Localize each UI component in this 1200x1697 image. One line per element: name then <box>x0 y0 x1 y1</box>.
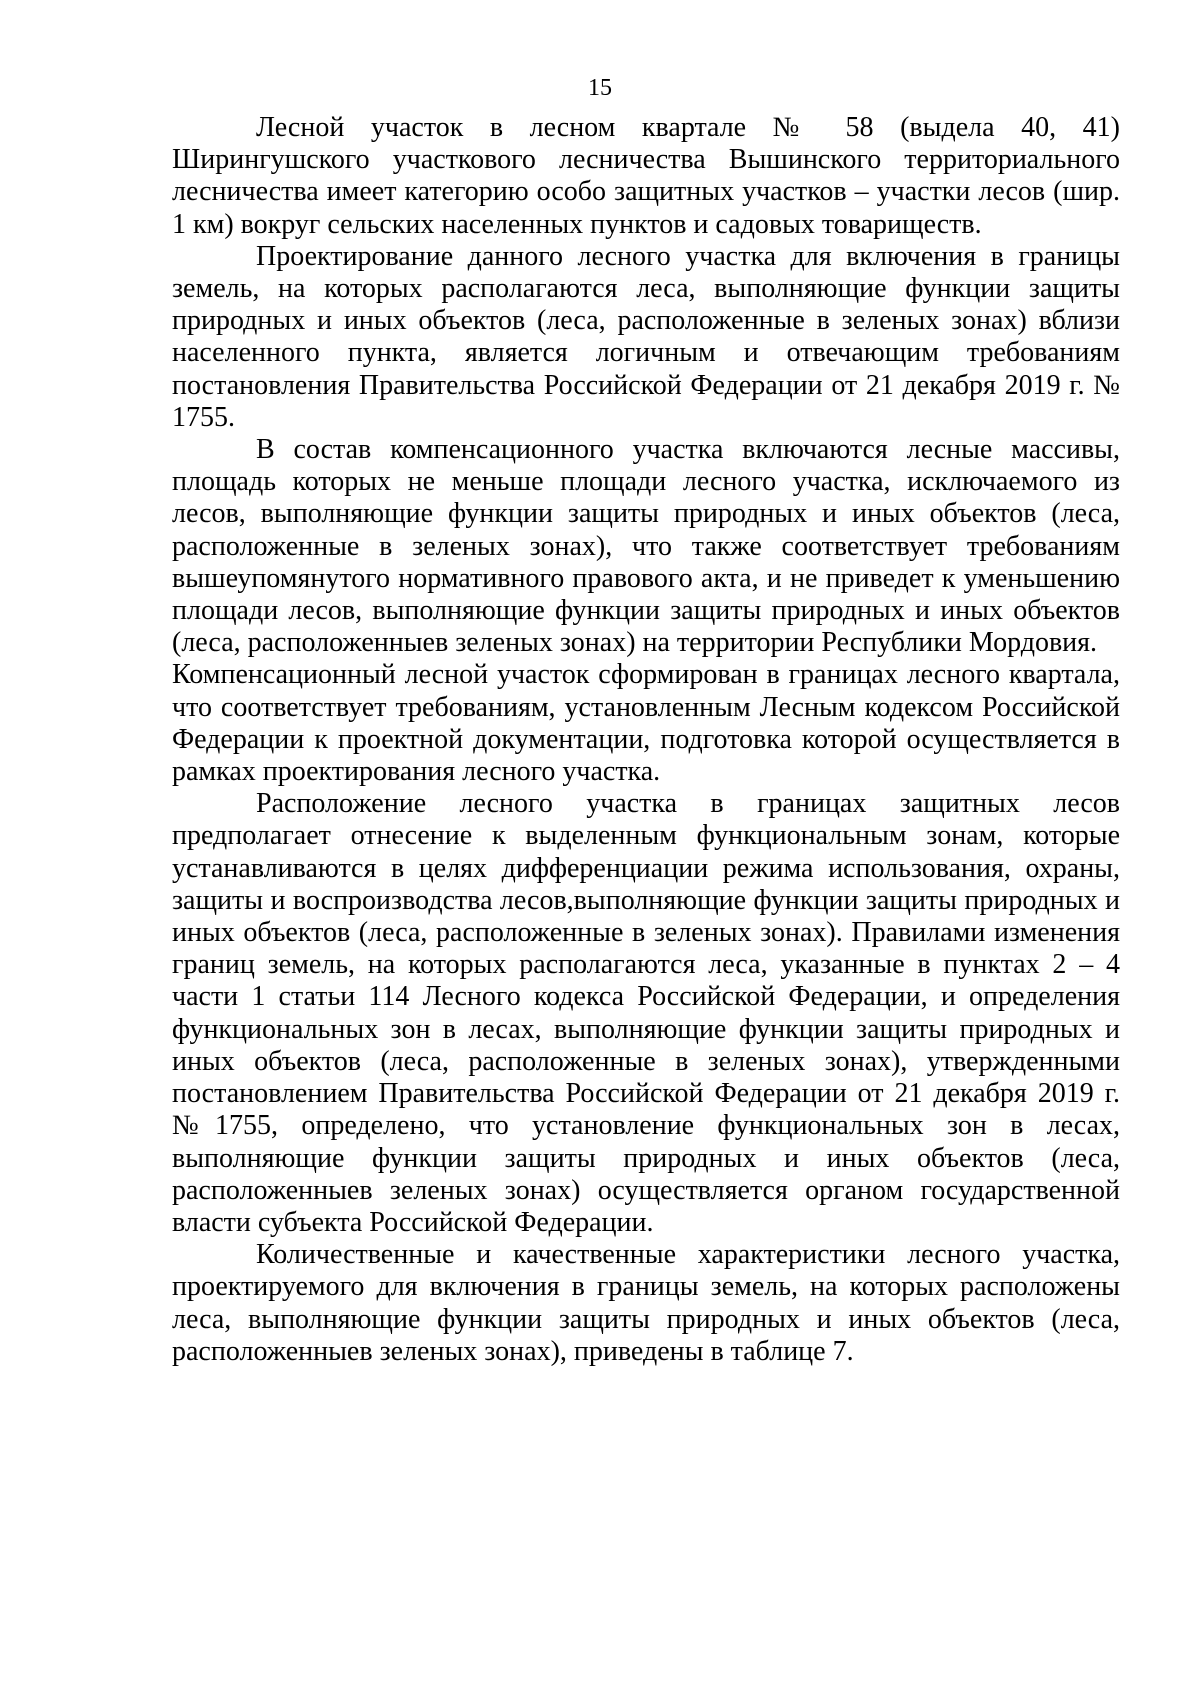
page-number: 15 <box>588 75 612 101</box>
paragraph-compensation-plot: В состав компенсационного участка включаются лесные массивы, площадь которых не меньше площади лесного участка, исключаемого из лесов, выполняющие функции защиты природных и иных объектов (леса, расположенные в зеленых зонах), что также соответствует требованиям вышеупомянутого нормативного правового акта, и не приведет к уменьшению площади лесов, выполняющие функции защиты природных и иных объектов (леса, расположенныев зеленых зонах) на территории Республики Мордовия. <box>172 434 1120 659</box>
paragraph-forest-plot-category: Лесной участок в лесном квартале № 58 (выдела 40, 41) Ширингушского участкового лесничества Вышинского территориального лесничества имеет категорию особо защитных участков – участки лесов (шир. 1 км) вокруг сельских населенных пунктов и садовых товариществ. <box>172 112 1120 240</box>
paragraph-table-reference: Количественные и качественные характеристики лесного участка, проектируемого для включения в границы земель, на которых расположены леса, выполняющие функции защиты природных и иных объектов (леса, расположенныев зеленых зонах), приведены в таблице 7. <box>172 1239 1120 1367</box>
paragraph-functional-zones: Расположение лесного участка в границах защитных лесов предполагает отнесение к выделенным функциональным зонам, которые устанавливаются в целях дифференциации режима использования, охраны, защиты и воспроизводства лесов,выполняющие функции защиты природных и иных объектов (леса, расположенные в зеленых зонах). Правилами изменения границ земель, на которых располагаются леса, указанные в пунктах 2 – 4 части 1 статьи 114 Лесного кодекса Российской Федерации, и определения функциональных зон в лесах, выполняющие функции защиты природных и иных объектов (леса, расположенные в зеленых зонах), утвержденными постановлением Правительства Российской Федерации от 21 декабря 2019 г. №1755, определено, что установление функциональных зон в лесах, выполняющие функции защиты природных и иных объектов (леса, расположенныев зеленых зонах) осуществляется органом государственной власти субъекта Российской Федерации. <box>172 788 1120 1238</box>
paragraph-design-rationale: Проектирование данного лесного участка для включения в границы земель, на которых располагаются леса, выполняющие функции защиты природных и иных объектов (леса, расположенные в зеленых зонах) вблизи населенного пункта, является логичным и отвечающим требованиям постановления Правительства Российской Федерации от 21 декабря 2019 г. № 1755. <box>172 240 1120 433</box>
paragraph-compensation-boundaries: Компенсационный лесной участок сформирован в границах лесного квартала, что соответствует требованиям, установленным Лесным кодексом Российской Федерации к проектной документации, подготовка которой осуществляется в рамках проектирования лесного участка. <box>172 659 1120 788</box>
document-body <box>172 112 1120 1368</box>
